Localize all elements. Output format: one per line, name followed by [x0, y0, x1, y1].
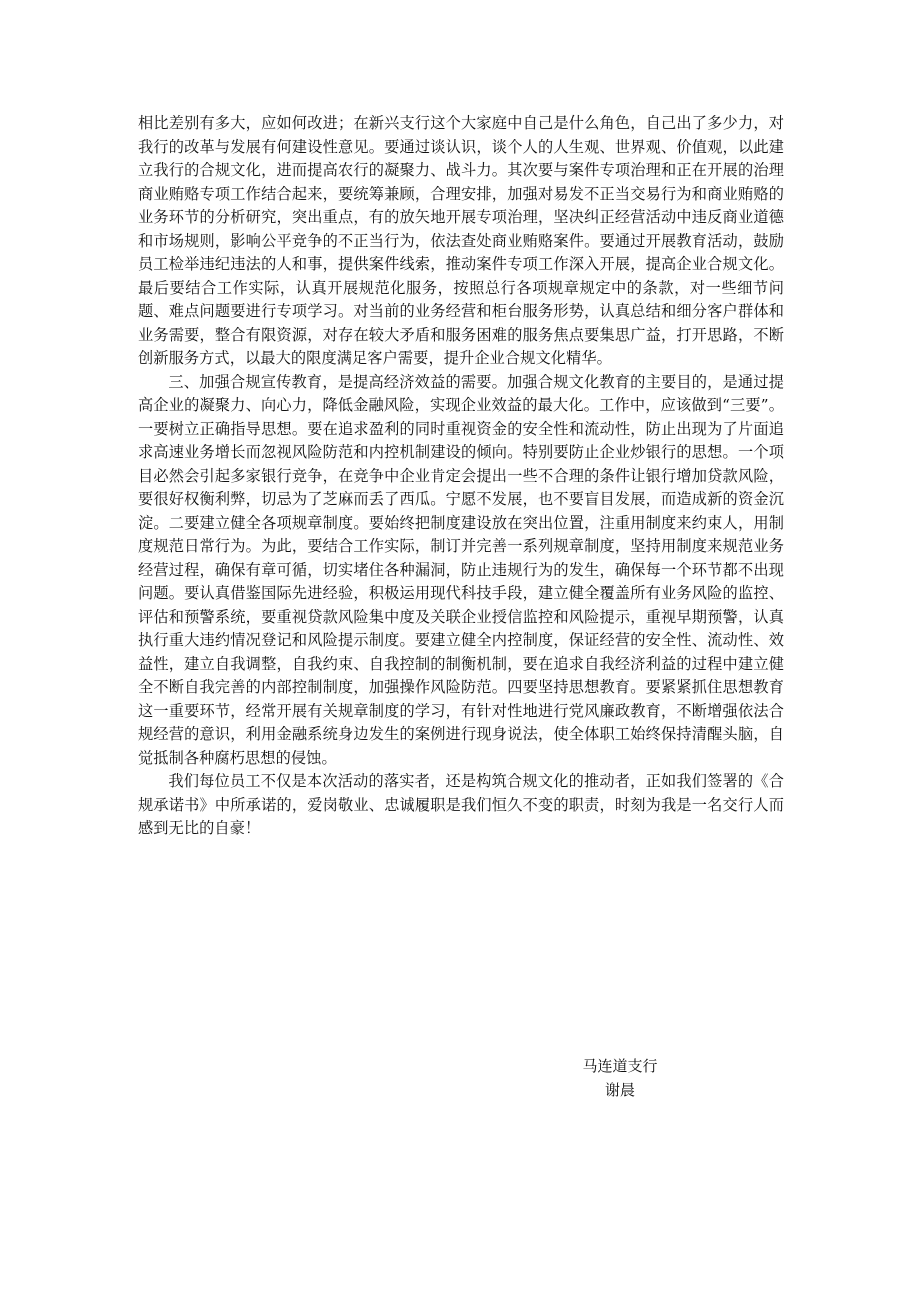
- paragraph-closing: 我们每位员工不仅是本次活动的落实者，还是构筑合规文化的推动者，正如我们签署的《合规承诺书》中所承诺的，爱岗敬业、忠诚履职是我们恒久不变的职责，时刻为我是一名交行人而感到无比的自豪！: [138, 772, 784, 837]
- signature-branch: 马连道支行: [582, 1057, 658, 1075]
- signature-block: [560, 1054, 680, 1102]
- document-body: [138, 112, 784, 841]
- paragraph-section-three: 三、加强合规宣传教育，是提高经济效益的需要。加强合规文化教育的主要目的，是通过提高企业的凝聚力、向心力，降低金融风险，实现企业效益的最大化。工作中，应该做到“三要”。一要树立正确指导思想。要在追求盈利的同时重视资金的安全性和流动性，防止出现为了片面追求高速业务增长而忽视风险防范和内控机制建设的倾向。特别要防止企业炒银行的思想。一个项目必然会引起多家银行竞争，在竞争中企业肯定会提出一些不合理的条件让银行增加贷款风险，要很好权衡利弊，切忌为了芝麻而丢了西瓜。宁愿不发展，也不要盲目发展，而造成新的资金沉淀。二要建立健全各项规章制度。要始终把制度建设放在突出位置，注重用制度来约束人，用制度规范日常行为。为此，要结合工作实际，制订并完善一系列规章制度，坚持用制度来规范业务经营过程，确保有章可循，切实堵住各种漏洞，防止违规行为的发生，确保每一个环节都不出现问题。要认真借鉴国际先进经验，积极运用现代科技手段，建立健全覆盖所有业务风险的监控、评估和预警系统，要重视贷款风险集中度及关联企业授信监控和风险提示，重视早期预警，认真执行重大违约情况登记和风险提示制度。要建立健全内控制度，保证经营的安全性、流动性、效益性，建立自我调整，自我约束、自我控制的制衡机制，要在追求自我经济利益的过程中建立健全不断自我完善的内部控制制度，加强操作风险防范。四要坚持思想教育。要紧紧抓住思想教育这一重要环节，经常开展有关规章制度的学习，有针对性地进行党风廉政教育，不断增强依法合规经营的意识，利用金融系统身边发生的案例进行现身说法，使全体职工始终保持清醒头脑，自觉抵制各种腐朽思想的侵蚀。: [138, 372, 784, 767]
- signature-name: 谢晨: [604, 1081, 635, 1099]
- paragraph-continuation: 相比差别有多大，应如何改进；在新兴支行这个大家庭中自己是什么角色，自己出了多少力，对我行的改革与发展有何建设性意见。要通过谈认识，谈个人的人生观、世界观、价值观，以此建立我行的合规文化，进而提高农行的凝聚力、战斗力。其次要与案件专项治理和正在开展的治理商业贿赂专项工作结合起来，要统筹兼顾，合理安排，加强对易发不正当交易行为和商业贿赂的业务环节的分析研究，突出重点，有的放矢地开展专项治理，坚决纠正经营活动中违反商业道德和市场规则，影响公平竞争的不正当行为，依法查处商业贿赂案件。要通过开展教育活动，鼓励员工检举违纪违法的人和事，提供案件线索，推动案件专项工作深入开展，提高企业合规文化。最后要结合工作实际，认真开展规范化服务，按照总行各项规章规定中的条款，对一些细节问题、难点问题要进行专项学习。对当前的业务经营和柜台服务形势，认真总结和细分客户群体和业务需要，整合有限资源，对存在较大矛盾和服务困难的服务焦点要集思广益，打开思路，不断创新服务方式，以最大的限度满足客户需要，提升企业合规文化精华。: [138, 114, 784, 367]
